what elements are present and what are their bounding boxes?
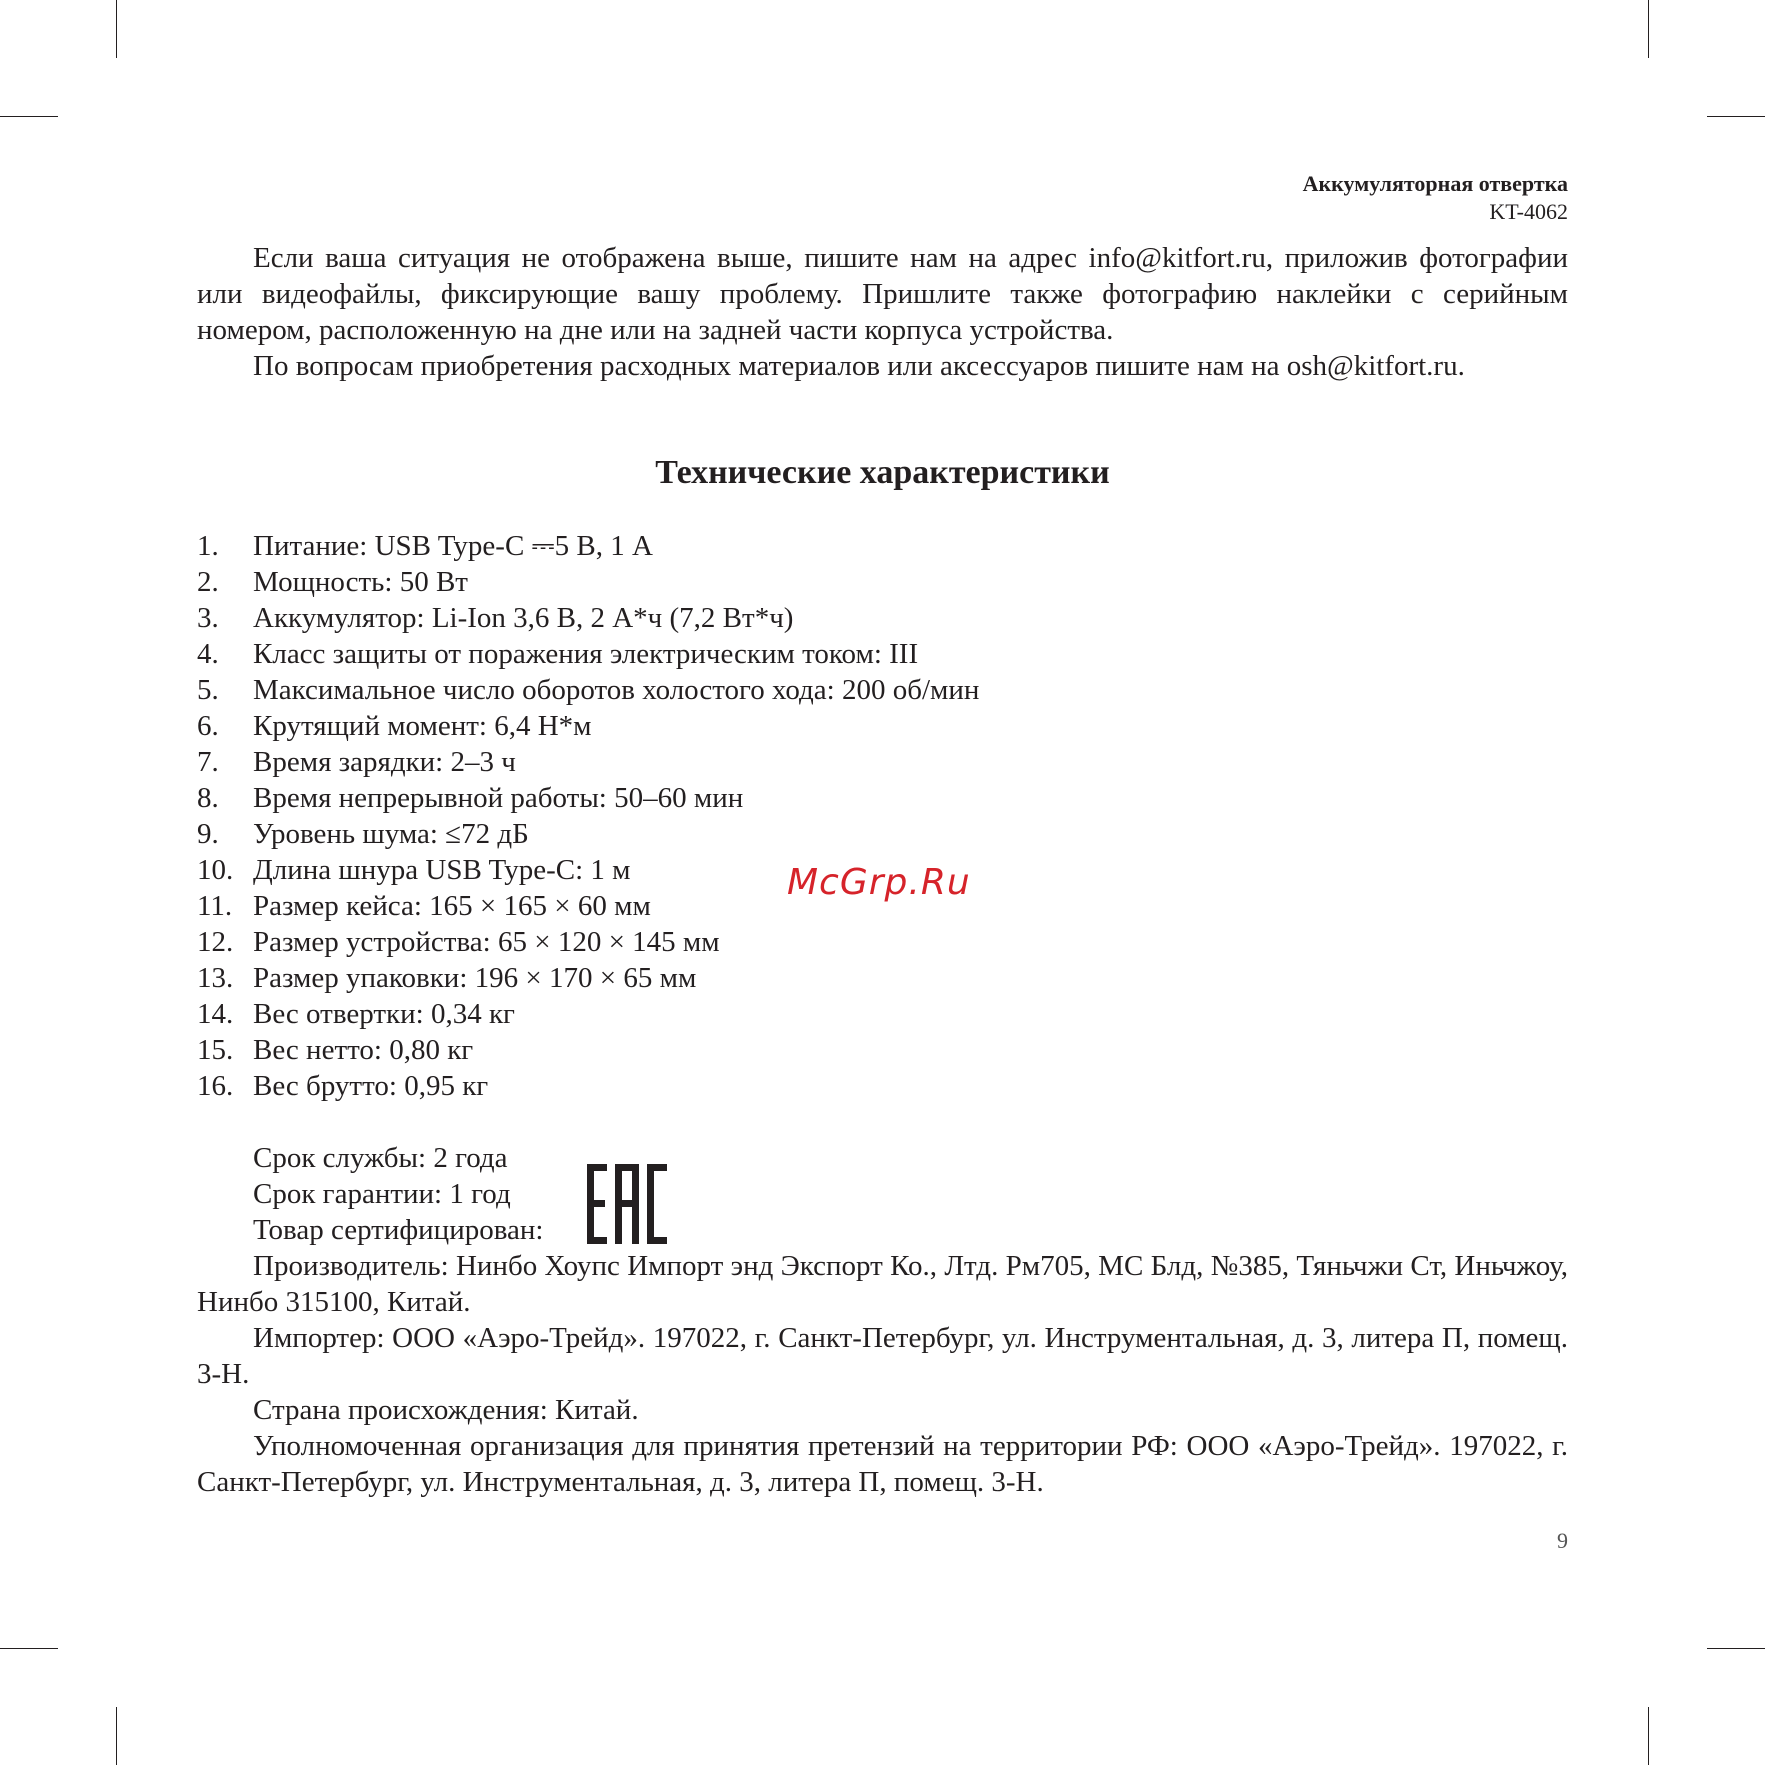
certified-label: Товар сертифицирован: — [253, 1214, 544, 1246]
spec-text: Размер устройства: 65 × 120 × 145 мм — [253, 926, 720, 958]
country-of-origin: Страна происхождения: Китай. — [253, 1394, 639, 1426]
intro-paragraph-accessories: По вопросам приобретения расходных материалов или аксессуаров пишите нам на osh@kitfort.ru. — [253, 350, 1465, 382]
crop-mark-top-left-h — [0, 116, 58, 117]
importer: Импортер: ООО «Аэро-Трейд». 197022, г. Санкт-Петербург, ул. Инструментальная, д. 3, литера П, помещ. 3-Н. — [197, 1322, 1568, 1390]
spec-text: Класс защиты от поражения электрическим током: III — [253, 638, 919, 670]
spec-number: 13. — [197, 962, 234, 994]
crop-mark-bottom-right-v — [1648, 1707, 1649, 1765]
spec-text: Размер упаковки: 196 × 170 × 65 мм — [253, 962, 697, 994]
spec-item — [197, 960, 979, 996]
spec-item — [197, 780, 979, 816]
spec-number: 12. — [197, 926, 234, 958]
spec-text: Время зарядки: 2–3 ч — [253, 746, 516, 778]
spec-number: 6. — [197, 710, 219, 742]
spec-number: 3. — [197, 602, 219, 634]
spec-number: 2. — [197, 566, 219, 598]
intro-paragraph-contact: Если ваша ситуация не отображена выше, пишите нам на адрес info@kitfort.ru, приложив фотографии или видеофайлы, фиксирующие вашу проблему. Пришлите также фотографию наклейки с серийным номером, расположенную на дне или на задней части корпуса устройства. — [197, 242, 1568, 346]
spec-item — [197, 528, 979, 564]
manufacturer: Производитель: Нинбо Хоупс Импорт энд Экспорт Ко., Лтд. Рм705, МС Блд, №385, Тяньчжи Ст, Иньчжоу, Нинбо 315100, Китай. — [197, 1250, 1568, 1318]
spec-number: 1. — [197, 530, 219, 562]
spec-item — [197, 708, 979, 744]
spec-item — [197, 924, 979, 960]
spec-text: Размер кейса: 165 × 165 × 60 мм — [253, 890, 651, 922]
crop-mark-top-right-v — [1648, 0, 1649, 58]
spec-number: 8. — [197, 782, 219, 814]
spec-number: 4. — [197, 638, 219, 670]
spec-number: 9. — [197, 818, 219, 850]
spec-text: Максимальное число оборотов холостого хода: 200 об/мин — [253, 674, 980, 706]
header-model: KT-4062 — [1489, 199, 1568, 224]
certification-block — [197, 1140, 1568, 1248]
spec-text: Крутящий момент: 6,4 Н*м — [253, 710, 592, 742]
spec-item — [197, 744, 979, 780]
legal-info — [197, 1140, 1568, 1500]
spec-number: 10. — [197, 854, 234, 886]
spec-number: 5. — [197, 674, 219, 706]
spec-number: 7. — [197, 746, 219, 778]
spec-text: Питание: USB Type-C ⎓5 В, 1 А — [253, 530, 653, 562]
watermark: McGrp.Ru — [787, 862, 971, 903]
running-header — [1303, 170, 1568, 226]
spec-item — [197, 672, 979, 708]
spec-item — [197, 600, 979, 636]
spec-item — [197, 564, 979, 600]
spec-text: Вес отвертки: 0,34 кг — [253, 998, 515, 1030]
crop-mark-top-right-h — [1707, 116, 1765, 117]
spec-item — [197, 1068, 979, 1104]
spec-item — [197, 996, 979, 1032]
spec-text: Вес брутто: 0,95 кг — [253, 1070, 489, 1102]
spec-item — [197, 816, 979, 852]
crop-mark-bottom-left-v — [116, 1707, 117, 1765]
spec-text: Длина шнура USB Type-C: 1 м — [253, 854, 631, 886]
service-life: Срок службы: 2 года — [253, 1142, 508, 1174]
intro-text — [197, 240, 1568, 384]
spec-text: Аккумулятор: Li-Ion 3,6 В, 2 А*ч (7,2 Вт*ч) — [253, 602, 794, 634]
eac-logo-icon — [587, 1164, 667, 1244]
spec-text: Уровень шума: ≤72 дБ — [253, 818, 529, 850]
section-title: Технические характеристики — [655, 454, 1110, 491]
spec-text: Время непрерывной работы: 50–60 мин — [253, 782, 744, 814]
header-title: Аккумуляторная отвертка — [1302, 171, 1568, 196]
spec-number: 14. — [197, 998, 234, 1030]
spec-text: Мощность: 50 Вт — [253, 566, 468, 598]
spec-number: 16. — [197, 1070, 234, 1102]
spec-number: 15. — [197, 1034, 234, 1066]
specs-list — [197, 528, 979, 1104]
page-number: 9 — [1557, 1528, 1568, 1553]
crop-mark-top-left-v — [116, 0, 117, 58]
spec-number: 11. — [197, 890, 233, 922]
spec-text: Вес нетто: 0,80 кг — [253, 1034, 474, 1066]
warranty: Срок гарантии: 1 год — [253, 1178, 511, 1210]
crop-mark-bottom-left-h — [0, 1648, 58, 1649]
spec-item — [197, 636, 979, 672]
crop-mark-bottom-right-h — [1707, 1648, 1765, 1649]
authorized-organization: Уполномоченная организация для принятия претензий на территории РФ: ООО «Аэро-Трейд». 197022, г. Санкт-Петербург, ул. Инструментальная, д. 3, литера П, помещ. 3-Н. — [197, 1430, 1568, 1498]
spec-item — [197, 1032, 979, 1068]
